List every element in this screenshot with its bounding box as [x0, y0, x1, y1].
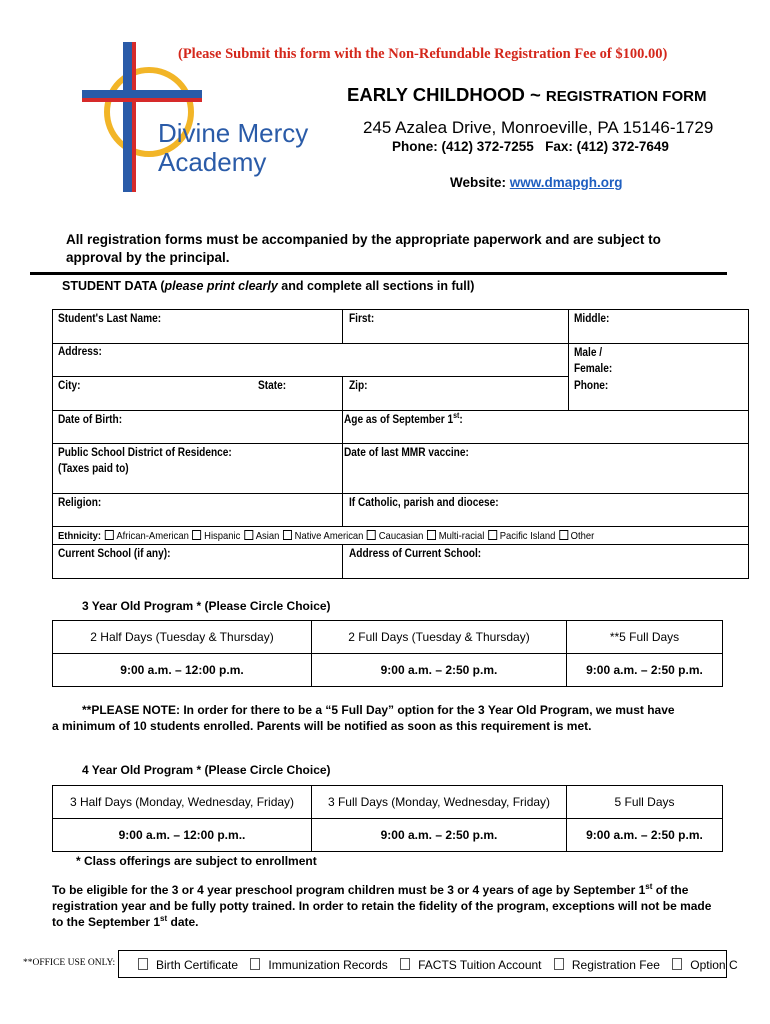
school-address: 245 Azalea Drive, Monroeville, PA 15146-1729: [363, 118, 714, 137]
divider: [30, 272, 727, 275]
grid-line: [52, 410, 749, 411]
program3-time: 9:00 a.m. – 12:00 p.m.: [53, 654, 312, 687]
program4-time: 9:00 a.m. – 2:50 p.m.: [312, 819, 567, 852]
address-field[interactable]: Address:: [58, 346, 102, 358]
gender-field[interactable]: Male / Female:: [574, 347, 613, 375]
form-title-a: EARLY CHILDHOOD ~: [347, 84, 541, 105]
age-sup: st: [453, 411, 460, 421]
program4-title: 4 Year Old Program * (Please Circle Choice): [82, 763, 331, 777]
program3-option[interactable]: 2 Full Days (Tuesday & Thursday): [312, 621, 567, 654]
grid-line: [52, 443, 749, 444]
checkbox-icon[interactable]: [427, 530, 436, 540]
eligibility-text: [52, 882, 712, 930]
program3-title: 3 Year Old Program * (Please Circle Choice): [82, 599, 331, 613]
website-link[interactable]: www.dmapgh.org: [509, 175, 623, 190]
eligibility-c: date.: [167, 915, 199, 929]
student-data-heading: [62, 279, 474, 293]
program4-time: 9:00 a.m. – 12:00 p.m..: [53, 819, 312, 852]
form-title: [347, 84, 706, 106]
current-school-field[interactable]: Current School (if any):: [58, 548, 171, 560]
last-name-field[interactable]: Student's Last Name:: [58, 313, 162, 325]
grid-line: [342, 309, 343, 343]
form-title-b: REGISTRATION FORM: [545, 88, 707, 105]
first-name-field[interactable]: First:: [349, 313, 375, 325]
program4-time: 9:00 a.m. – 2:50 p.m.: [567, 819, 723, 852]
phone-field[interactable]: Phone:: [574, 380, 609, 392]
fee-notice: (Please Submit this form with the Non-Refundable Registration Fee of $100.00): [178, 46, 668, 62]
grid-line: [52, 493, 749, 494]
eligibility-sup1: st: [645, 882, 653, 891]
city-field[interactable]: City:: [58, 380, 81, 392]
office-item: Registration Fee: [571, 958, 660, 972]
religion-field[interactable]: Religion:: [58, 497, 102, 509]
checkbox-icon[interactable]: [672, 958, 682, 970]
note-line2: a minimum of 10 students enrolled. Parents will be notified as soon as this requirement is met.: [52, 719, 592, 733]
logo-line2: Academy: [158, 147, 267, 177]
note-line1: **PLEASE NOTE: In order for there to be a “5 Full Day” option for the 3 Year Old Program, we must have: [82, 703, 675, 717]
grid-line: [52, 376, 569, 377]
office-item: FACTS Tuition Account: [418, 958, 542, 972]
dob-field[interactable]: Date of Birth:: [58, 414, 123, 426]
grid-line: [52, 526, 749, 527]
grid-line: [568, 309, 569, 410]
website-label: Website:: [450, 175, 507, 190]
intro-text: All registration forms must be accompanied by the appropriate paperwork and are subject to approval by the principal.: [66, 232, 661, 265]
student-heading-italic: please print clearly: [164, 279, 278, 293]
state-field[interactable]: State:: [258, 380, 287, 392]
ethnicity-option: Other: [570, 530, 595, 542]
checkbox-icon[interactable]: [192, 530, 201, 540]
eligibility-b: of the registration year and be fully potty trained. In order to retain the fidelity of the program, exceptions will not be made to the September 1: [52, 883, 712, 929]
current-school-address-field[interactable]: Address of Current School:: [349, 548, 482, 560]
program3-option[interactable]: **5 Full Days: [567, 621, 723, 654]
checkbox-icon[interactable]: [554, 958, 564, 970]
checkbox-icon[interactable]: [138, 958, 148, 970]
checkbox-icon[interactable]: [400, 958, 410, 970]
logo-line1: Divine Mercy: [158, 118, 309, 148]
district-field[interactable]: Public School District of Residence:: [58, 447, 232, 459]
ethnicity-option: Native American: [294, 530, 364, 542]
ethnicity-option: Multi-racial: [438, 530, 485, 542]
district-note: (Taxes paid to): [58, 463, 129, 475]
program4-option[interactable]: 3 Half Days (Monday, Wednesday, Friday): [53, 786, 312, 819]
phone-fax: Phone: (412) 372-7255 Fax: (412) 372-7649: [392, 139, 669, 154]
checkbox-icon[interactable]: [283, 530, 292, 540]
checkbox-icon[interactable]: [488, 530, 497, 540]
ethnicity-row: [58, 530, 594, 542]
age-label: Age as of September 1: [344, 414, 454, 426]
student-heading-a: STUDENT DATA (: [62, 279, 165, 293]
program4-table: [52, 785, 723, 852]
grid-line: [52, 544, 749, 545]
age-colon: :: [459, 414, 463, 426]
divine-mercy-logo: [72, 40, 328, 196]
class-note: * Class offerings are subject to enrollment: [76, 854, 317, 868]
office-use-items: [138, 958, 747, 972]
checkbox-icon[interactable]: [250, 958, 260, 970]
parish-field[interactable]: If Catholic, parish and diocese:: [349, 497, 499, 509]
checkbox-icon[interactable]: [367, 530, 376, 540]
grid-line: [52, 343, 749, 344]
grid-line: [342, 376, 343, 526]
program3-table: [52, 620, 723, 687]
grid-line: [342, 544, 343, 579]
age-field[interactable]: [344, 411, 463, 426]
program4-option[interactable]: 3 Full Days (Monday, Wednesday, Friday): [312, 786, 567, 819]
ethnicity-label: Ethnicity:: [58, 530, 102, 542]
zip-field[interactable]: Zip:: [349, 380, 368, 392]
office-item: Option C: [690, 958, 738, 972]
website-line: [450, 175, 623, 190]
program3-time: 9:00 a.m. – 2:50 p.m.: [567, 654, 723, 687]
checkbox-icon[interactable]: [244, 530, 253, 540]
ethnicity-option: Caucasian: [378, 530, 424, 542]
ethnicity-option: African-American: [116, 530, 189, 542]
program-note: [52, 702, 712, 734]
ethnicity-option: Asian: [255, 530, 280, 542]
eligibility-a: To be eligible for the 3 or 4 year preschool program children must be 3 or 4 years of age by September 1: [52, 883, 646, 897]
program3-time: 9:00 a.m. – 2:50 p.m.: [312, 654, 567, 687]
ethnicity-option: Hispanic: [204, 530, 241, 542]
program3-option[interactable]: 2 Half Days (Tuesday & Thursday): [53, 621, 312, 654]
student-heading-b: and complete all sections in full): [277, 279, 475, 293]
office-item: Birth Certificate: [156, 958, 239, 972]
office-use-label: **OFFICE USE ONLY:: [23, 958, 116, 968]
office-item: Immunization Records: [268, 958, 388, 972]
ethnicity-option: Pacific Island: [499, 530, 556, 542]
checkbox-icon[interactable]: [105, 530, 114, 540]
program4-option[interactable]: 5 Full Days: [567, 786, 723, 819]
mmr-field[interactable]: Date of last MMR vaccine:: [344, 447, 469, 459]
eligibility-sup2: st: [160, 914, 168, 923]
middle-name-field[interactable]: Middle:: [574, 313, 610, 325]
checkbox-icon[interactable]: [559, 530, 568, 540]
